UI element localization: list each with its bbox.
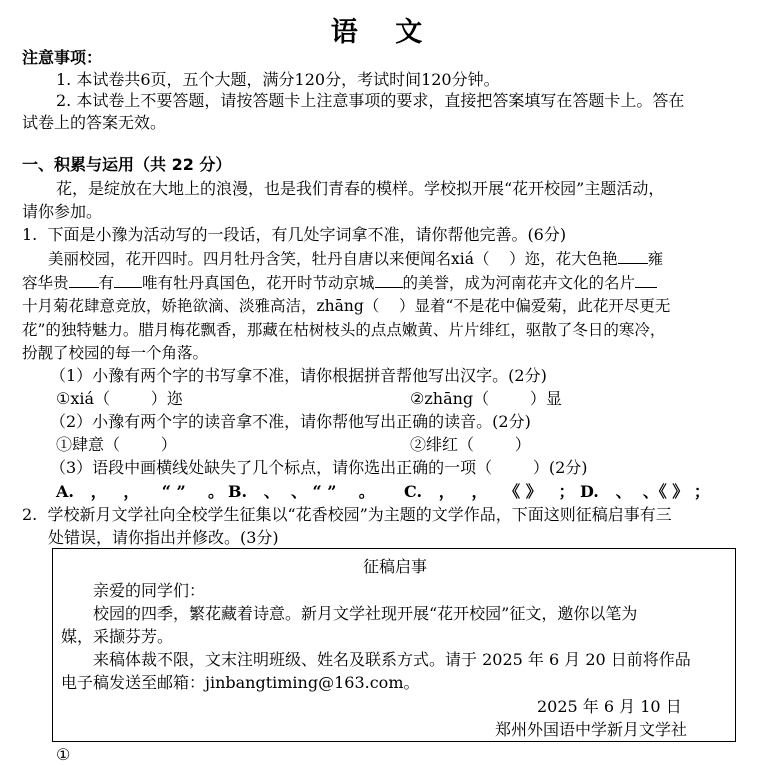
passage-line-1-text: 美丽校园，花开四时。四月牡丹含笑，牡丹自唐以来便闻名xiá（ ）迩，花大色艳 [48, 250, 618, 268]
option-c: C. ， ， 《 》 ； [404, 482, 575, 501]
notice-item-2-line2: 试卷上的答案无效。 [22, 113, 167, 132]
question-1-prompt: 1. 下面是小豫为活动写的一段话，有几处字词拿不准，请你帮他完善。(6分) [22, 225, 567, 244]
notice-box-body1-line2: 媒，采撷芬芳。 [61, 627, 174, 646]
sub-question-1-blank-b: ②zhāng（ ）显 [410, 389, 562, 408]
passage-line-1-tail: 雍 [647, 250, 664, 268]
section-1-heading: 一、积累与运用（共 22 分） [22, 155, 232, 174]
sub-question-2: （2）小豫有两个字的读音拿不准，请你帮他写出正确的读音。(2分) [50, 412, 531, 431]
sub-question-1: （1）小豫有两个字的书写拿不准，请你根据拼音帮他写出汉字。(2分) [50, 366, 547, 385]
sub-question-3: （3）语段中画横线处缺失了几个标点，请你选出正确的一项（ ）(2分) [50, 458, 588, 477]
section-1-intro-line1: 花，是绽放在大地上的浪漫，也是我们青春的模样。学校拟开展“花开校园”主题活动， [56, 179, 665, 198]
notice-box-body1-line1: 校园的四季，繁花藏着诗意。新月文学社现开展“花开校园”征文，邀你以笔为 [93, 604, 638, 623]
sub-question-2-blank-a: ①肆意（ ） [56, 435, 177, 454]
punctuation-blank-5 [635, 272, 657, 288]
sub-question-2-blank-b: ②绯红（ ） [410, 435, 531, 454]
punctuation-blank-1 [618, 248, 648, 264]
notice-item-2-line1: 2. 本试卷上不要答题，请按答题卡上注意事项的要求，直接把答案填写在答题卡上。答在 [56, 91, 685, 110]
passage-line-2-part-a: 容华贵 [22, 274, 69, 292]
sub-question-1-blank-a: ①xiá（ ）迩 [56, 389, 183, 408]
passage-line-2-part-b: 有 [98, 274, 115, 292]
passage-line-5: 扮靓了校园的每一个角落。 [22, 344, 209, 362]
punctuation-blank-3 [114, 272, 142, 288]
option-d: D. 、 、《 》 ； [580, 482, 710, 501]
page-header [0, 0, 767, 48]
notice-box-body2-line2: 电子稿发送至邮箱：jinbangtiming@163.com。 [61, 673, 420, 692]
option-a: A. ， ， “ ” 。 [56, 482, 224, 501]
subject-title: 语 文 [330, 17, 437, 48]
notice-box-title: 征稿启事 [362, 557, 427, 576]
question-2-prompt-line1: 2. 学校新月文学社向全校学生征集以“花香校园”为主题的文学作品，下面这则征稿启事有三 [22, 505, 672, 524]
passage-line-2 [22, 272, 657, 293]
notice-box-date: 2025 年 6 月 10 日 [537, 697, 682, 716]
punctuation-blank-4 [375, 272, 403, 288]
notice-heading: 注意事项： [22, 48, 103, 67]
passage-line-1 [48, 248, 663, 269]
passage-line-2-part-d: 的美誉，成为河南花卉文化的名片 [402, 274, 636, 292]
notice-item-1: 1. 本试卷共6页，五个大题，满分120分，考试时间120分钟。 [56, 70, 500, 89]
section-1-intro-line2: 请你参加。 [22, 202, 103, 221]
notice-box-greeting: 亲爱的同学们： [93, 581, 206, 600]
notice-box-body2-line1: 来稿体裁不限，文末注明班级、姓名及联系方式。请于 2025 年 6 月 20 日前将作品 [93, 650, 691, 669]
passage-line-4: 花”的独特魅力。腊月梅花飘香，那藏在枯树枝头的点点嫩黄、片片绯红，驱散了冬日的寒冷， [22, 321, 666, 339]
notice-box-signature: 郑州外国语中学新月文学社 [495, 720, 688, 739]
punctuation-blank-2 [69, 272, 99, 288]
call-for-submissions-box [52, 548, 736, 742]
answer-marker: ① [56, 745, 71, 764]
passage-line-3: 十月菊花肆意竞放，娇艳欲滴、淡雅高洁，zhāng（ ）显着“不是花中偏爱菊，此花开尽更无 [22, 297, 671, 315]
passage-line-2-part-c: 唯有牡丹真国色，花开时节动京城 [142, 274, 375, 292]
option-b: B. 、 、 “ ” 。 [228, 482, 375, 501]
question-2-prompt-line2: 处错误，请你指出并修改。(3分) [48, 528, 279, 547]
